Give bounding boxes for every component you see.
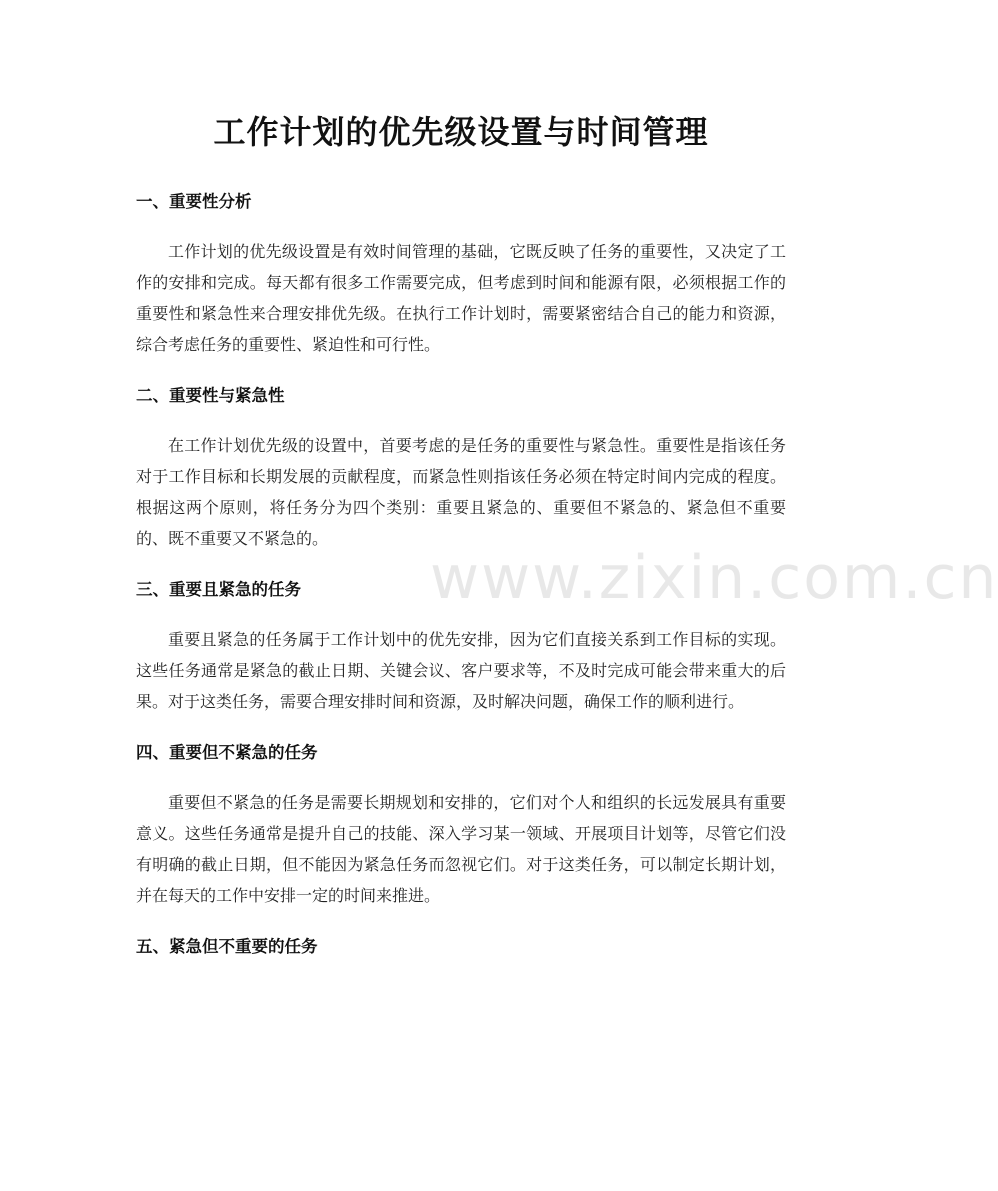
section-paragraph-1: 工作计划的优先级设置是有效时间管理的基础，它既反映了任务的重要性，又决定了工作的安排和完成。每天都有很多工作需要完成，但考虑到时间和能源有限，必须根据工作的重要性和紧急性来合理安排优先级。在执行工作计划时，需要紧密结合自己的能力和资源，综合考虑任务的重要性、紧迫性和可行性。 (136, 242, 786, 354)
document-title: 工作计划的优先级设置与时间管理 (213, 113, 709, 151)
section-heading-3: 三、重要且紧急的任务 (136, 580, 301, 599)
section-paragraph-2: 在工作计划优先级的设置中，首要考虑的是任务的重要性与紧急性。重要性是指该任务对于工作目标和长期发展的贡献程度，而紧急性则指该任务必须在特定时间内完成的程度。根据这两个原则，将任务分为四个类别：重要且紧急的、重要但不紧急的、紧急但不重要的、既不重要又不紧急的。 (136, 436, 786, 548)
section-heading-2: 二、重要性与紧急性 (136, 386, 285, 405)
section-paragraph-4: 重要但不紧急的任务是需要长期规划和安排的，它们对个人和组织的长远发展具有重要意义。这些任务通常是提升自己的技能、深入学习某一领域、开展项目计划等，尽管它们没有明确的截止日期，但不能因为紧急任务而忽视它们。对于这类任务，可以制定长期计划，并在每天的工作中安排一定的时间来推进。 (136, 793, 786, 905)
section-heading-4: 四、重要但不紧急的任务 (136, 743, 318, 762)
section-paragraph-3: 重要且紧急的任务属于工作计划中的优先安排，因为它们直接关系到工作目标的实现。这些任务通常是紧急的截止日期、关键会议、客户要求等，不及时完成可能会带来重大的后果。对于这类任务，需要合理安排时间和资源，及时解决问题，确保工作的顺利进行。 (136, 630, 786, 711)
section-heading-5: 五、紧急但不重要的任务 (136, 937, 318, 956)
watermark: www.zixin.com.cn (430, 543, 998, 613)
section-heading-1: 一、重要性分析 (136, 192, 252, 211)
